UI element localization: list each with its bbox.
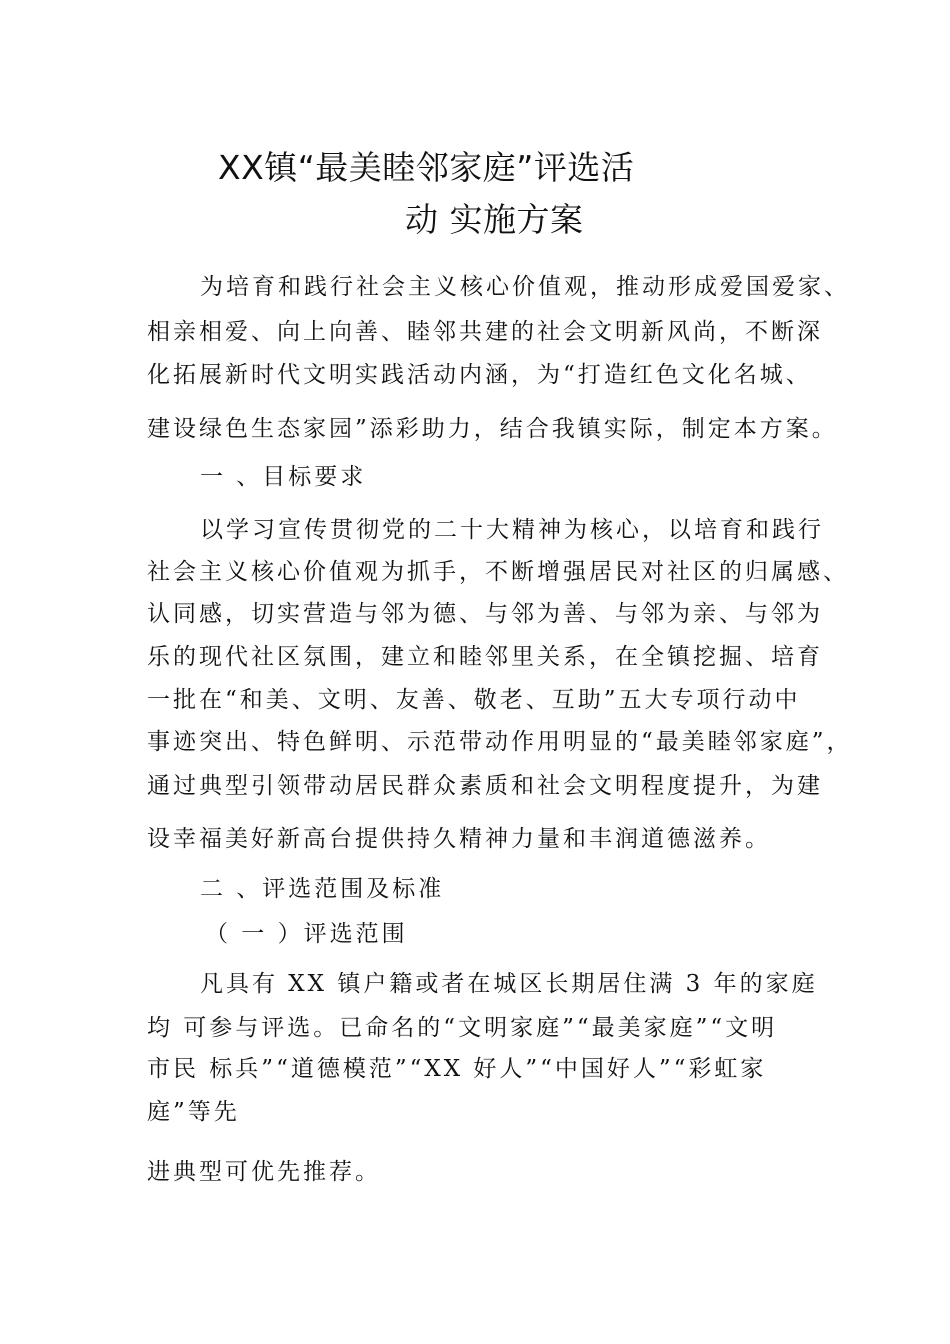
document-title-line-2: 动 实施方案 <box>405 200 584 239</box>
paragraph-line: 相亲相爱、向上向善、睦邻共建的社会文明新风尚，不断深 <box>147 319 823 345</box>
paragraph-line: 建设绿色生态家园”添彩助力，结合我镇实际，制定本方案。 <box>147 416 838 442</box>
paragraph-line: 为培育和践行社会主义核心价值观，推动形成爱国爱家、 <box>200 274 850 300</box>
paragraph-line: 事迹突出、特色鲜明、示范带动作用明显的“最美睦邻家庭”， <box>147 729 853 755</box>
section-heading: 二 、评选范围及标准 <box>200 876 445 902</box>
paragraph-line: 一批在“和美、文明、友善、敬老、互助”五大专项行动中 <box>147 687 801 713</box>
section-heading: 一 、目标要求 <box>200 464 367 490</box>
paragraph-line: 化拓展新时代文明实践活动内涵，为“打造红色文化名城、 <box>147 362 812 388</box>
paragraph-line: 以学习宣传贯彻党的二十大精神为核心，以培育和践行 <box>200 517 824 543</box>
paragraph-line: 进典型可优先推荐。 <box>147 1159 381 1185</box>
paragraph-line: 市民 标兵”“道德模范”“XX 好人”“中国好人”“彩虹家 <box>147 1056 767 1082</box>
paragraph-line: 认同感，切实营造与邻为德、与邻为善、与邻为亲、与邻为 <box>147 601 823 627</box>
paragraph-line: 凡具有 XX 镇户籍或者在城区长期居住满 3 年的家庭 <box>200 971 818 997</box>
paragraph-line: 社会主义核心价值观为抓手，不断增强居民对社区的归属感、 <box>147 559 849 585</box>
paragraph-line: 均 可参与评选。已命名的“文明家庭”“最美家庭”“文明 <box>147 1015 778 1041</box>
paragraph-line: 通过典型引领带动居民群众素质和社会文明程度提升，为建 <box>147 773 823 799</box>
subsection-heading: （ 一 ）评选范围 <box>205 921 408 947</box>
document-title-line-1: XX镇“最美睦邻家庭”评选活 <box>218 148 635 187</box>
paragraph-line: 庭”等先 <box>147 1099 240 1125</box>
paragraph-line: 乐的现代社区氛围，建立和睦邻里关系，在全镇挖掘、培育 <box>147 644 823 670</box>
paragraph-line: 设幸福美好新高台提供持久精神力量和丰润道德滋养。 <box>147 826 771 852</box>
